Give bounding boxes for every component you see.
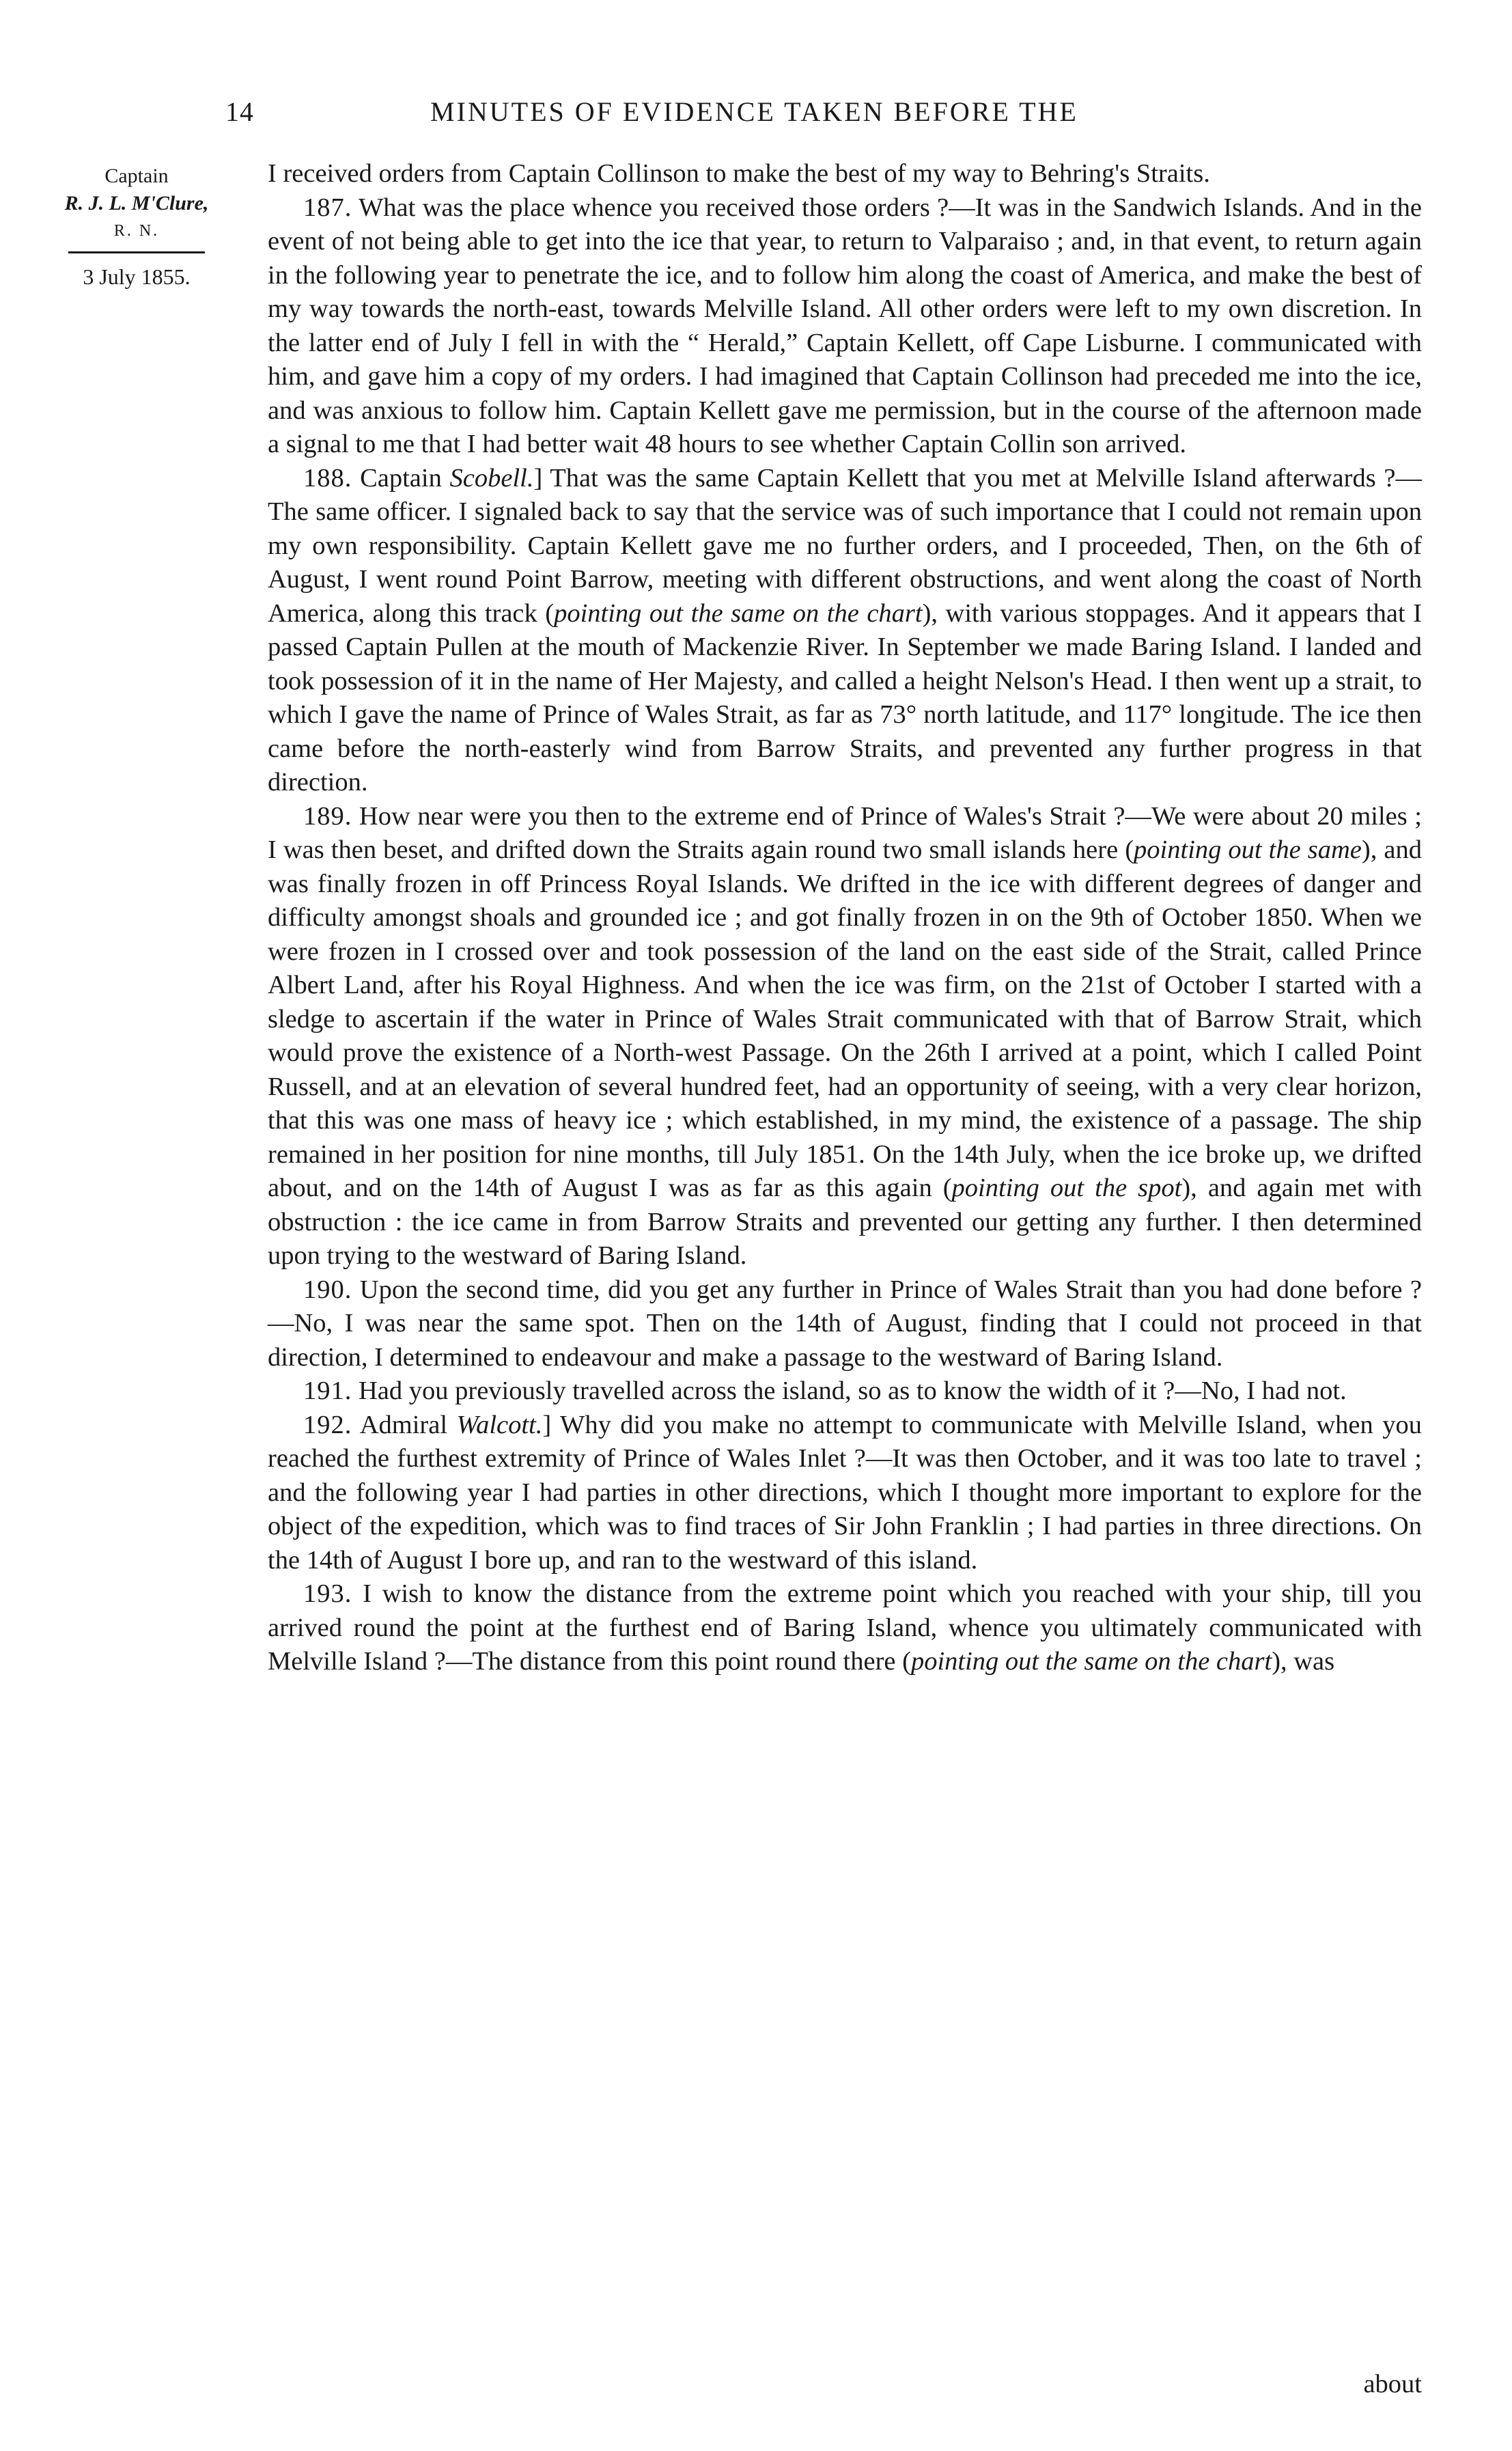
text-run: Upon the second time, did you get any further in Prince of Wales Strait than you had done before ?—No, I was near the same spot. Then on the 14th of August, finding that I could not proceed in that direction, I determined to endeavour and make a passage to the westward of Baring Island.: [268, 1275, 1422, 1372]
text-run: ), and was finally frozen in off Princess Royal Islands. We drifted in the ice with different degrees of danger and difficulty amongst shoals and grounded ice ; and got finally frozen in on the 9th of October 1850. When we were frozen in I crossed over and took possession of the land on the east side of the Strait, called Prince Albert Land, after his Royal Highness. And when the ice was firm, on the 21st of October I started with a sledge to ascertain if the water in Prince of Wales Strait communicated with that of Barrow Strait, which would prove the existence of a North-west Passage. On the 26th I arrived at a point, which I called Point Russell, and at an elevation of several hundred feet, had an opportunity of seeing, with a very clear horizon, that this was one mass of heavy ice ; which established, in my mind, the existence of a passage. The ship remained in her position for nine months, till July 1851. On the 14th July, when the ice broke up, we drifted about, and on the 14th of August I was as far as this again (: [268, 835, 1422, 1202]
witness-post-nominal: R. N.: [113, 222, 160, 240]
paragraph: [268, 1374, 1422, 1409]
paragraph: [268, 800, 1422, 1273]
italic-text: pointing out the same on the chart: [554, 598, 923, 628]
page-number: 14: [225, 96, 254, 127]
witness-rank: Captain: [104, 165, 169, 187]
running-title: MINUTES OF EVIDENCE TAKEN BEFORE THE: [430, 96, 1078, 127]
text-run: Had you previously travelled across the island, so as to know the width of it ?—No, I had not.: [352, 1376, 1347, 1405]
question-number: 188.: [303, 463, 352, 493]
italic-text: pointing out the same on the chart: [910, 1647, 1272, 1676]
paragraph: [268, 1409, 1422, 1578]
italic-text: pointing out the spot: [951, 1174, 1182, 1202]
question-number: 187.: [303, 193, 352, 222]
italic-text: pointing out the same: [1134, 835, 1362, 864]
page-header: [225, 96, 1250, 137]
text-run: ), with various stoppages. And it appears that I passed Captain Pullen at the mouth of Mackenzie River. In September we made Baring Island. I landed and took possession of it in the name of Her Majesty, and called a height Nelson's Head. I then went up a strait, to which I gave the name of Prince of Wales Strait, as far as 73° north latitude, and 117° longitude. The ice then came before the north-easterly wind from Barrow Straits, and prevented any further progress in that direction.: [268, 598, 1423, 797]
paragraph: [268, 1577, 1422, 1679]
catchword: about: [1363, 2370, 1422, 2398]
evidence-date: 3 July 1855.: [83, 264, 191, 289]
body-text: [268, 157, 1422, 1679]
question-number: 190.: [303, 1275, 352, 1304]
paragraph: [268, 191, 1422, 462]
italic-text: Scobell.: [449, 463, 534, 493]
paragraph: [268, 1273, 1422, 1375]
paragraph: [268, 462, 1422, 800]
text-run: ] That was the same Captain Kellett that you met at Melville Island afterwards ?—The same officer. I signaled back to say that the service was of such importance that I could not remain upon my own responsibility. Captain Kellett gave me no further orders, and I proceeded, Then, on the 6th of August, I went round Point Barrow, meeting with different obstructions, and went along the coast of North America, along this track (: [268, 463, 1422, 628]
question-number: 193.: [303, 1579, 352, 1608]
italic-text: Walcott.: [456, 1410, 543, 1439]
text-run: ] Why did you make no attempt to communicate with Melville Island, when you reached the furthest extremity of Prince of Wales Inlet ?—It was then October, and it was too late to travel ; and the following year I had parties in other directions, which I thought more important to explore for the object of the expedition, which was to find traces of Sir John Franklin ; I had parties in three directions. On the 14th of August I bore up, and ran to the westward of this island.: [268, 1410, 1422, 1575]
text-run: I wish to know the distance from the extreme point which you reached with your ship, till you arrived round the point at the furthest end of Baring Island, whence you ultimately communicated with Melville Island ?—The distance from this point round there (: [268, 1579, 1422, 1676]
paragraph: [268, 157, 1422, 191]
text-run: I received orders from Captain Collinson to make the best of my way to Behring's Straits.: [268, 159, 1210, 188]
margin-note: [27, 163, 246, 290]
text-run: ), was: [1272, 1647, 1335, 1676]
text-run: Captain: [352, 463, 450, 493]
question-number: 191.: [303, 1376, 352, 1405]
question-number: 192.: [303, 1410, 352, 1439]
text-run: ), and again met with obstruction : the ice came in from Barrow Straits and prevented our getting any further. I then determined upon trying to the westward of Baring Island.: [268, 1174, 1423, 1270]
margin-divider: [68, 251, 205, 253]
witness-name: R. J. L. M'Clure,: [64, 192, 209, 214]
question-number: 189.: [303, 801, 352, 831]
text-run: Admiral: [352, 1410, 457, 1439]
text-run: How near were you then to the extreme end of Prince of Wales's Strait ?—We were about 20 miles ; I was then beset, and drifted down the Straits again round two small islands here (: [268, 801, 1422, 864]
text-run: What was the place whence you received those orders ?—It was in the Sandwich Islands. And in the event of not being able to get into the ice that year, to return to Valparaiso ; and, in that event, to return again in the following year to penetrate the ice, and to follow him along the coast of America, and make the best of my way towards the north-east, towards Melville Island. All other orders were left to my own discretion. In the latter end of July I fell in with the “ Herald,” Captain Kellett, off Cape Lisburne. I communicated with him, and gave him a copy of my orders. I had imagined that Captain Collinson had preceded me into the ice, and was anxious to follow him. Captain Kellett gave me permission, but in the course of the afternoon made a signal to me that I had better wait 48 hours to see whether Captain Collin son arrived.: [268, 193, 1422, 458]
